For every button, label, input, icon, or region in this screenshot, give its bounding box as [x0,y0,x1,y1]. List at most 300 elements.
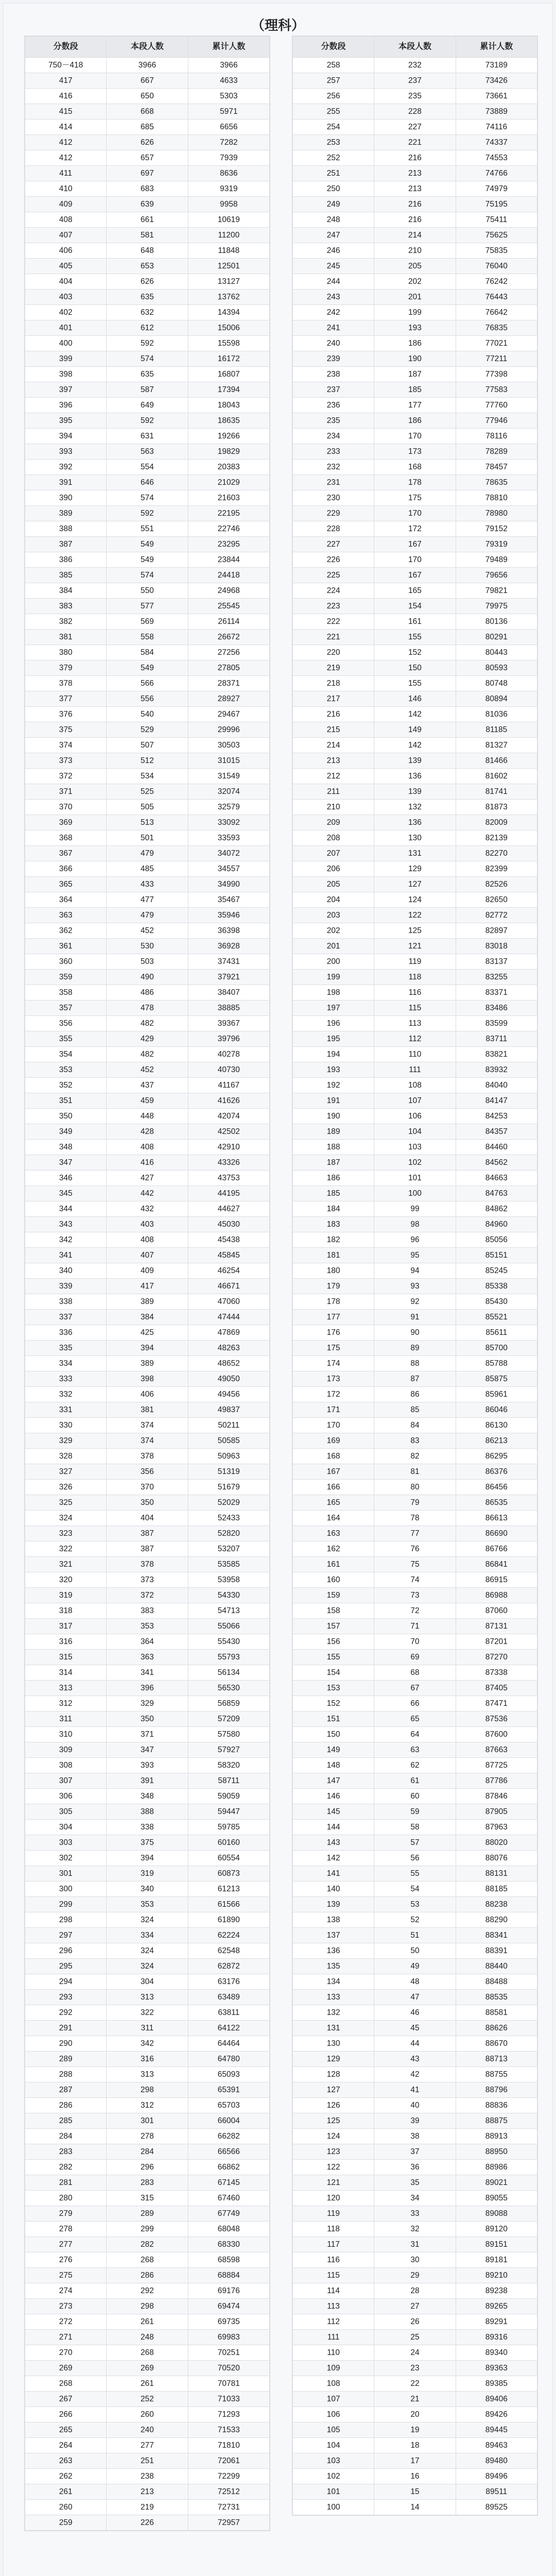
table-row [293,259,537,274]
score-range-cell: 238 [293,367,374,382]
score-range-cell: 211 [293,784,374,800]
segment-count-cell: 316 [107,2052,188,2067]
cumulative-count-cell: 22195 [188,506,269,521]
score-range-cell: 176 [293,1325,374,1341]
table-row [25,1464,270,1480]
table-row [25,351,270,367]
cumulative-count-cell: 46671 [188,1279,269,1294]
score-range-cell: 254 [293,120,374,135]
cumulative-count-cell: 87201 [456,1634,537,1650]
segment-count-cell: 569 [107,614,188,630]
score-range-cell: 195 [293,1031,374,1047]
cumulative-count-cell: 88290 [456,1912,537,1928]
score-range-cell: 333 [25,1371,107,1387]
score-range-cell: 203 [293,908,374,923]
table-row [25,691,270,707]
table-row [25,1959,270,1974]
cumulative-count-cell: 15598 [188,336,269,351]
table-row [25,2392,270,2407]
table-row [25,2268,270,2283]
score-range-cell: 163 [293,1526,374,1541]
segment-count-cell: 391 [107,1773,188,1789]
cumulative-count-cell: 70520 [188,2361,269,2376]
table-row [293,2021,537,2036]
segment-count-cell: 57 [374,1835,456,1851]
cumulative-count-cell: 23295 [188,537,269,552]
cumulative-count-cell: 54330 [188,1588,269,1603]
score-range-cell: 366 [25,861,107,877]
segment-count-cell: 292 [107,2283,188,2299]
table-row [25,784,270,800]
cumulative-count-cell: 89463 [456,2438,537,2453]
table-row [293,1232,537,1248]
segment-count-cell: 46 [374,2005,456,2021]
table-row [25,630,270,645]
table-row [293,861,537,877]
cumulative-count-cell: 86613 [456,1511,537,1526]
cumulative-count-cell: 59785 [188,1820,269,1835]
cumulative-count-cell: 57580 [188,1727,269,1742]
cumulative-count-cell: 79489 [456,552,537,568]
cumulative-count-cell: 40730 [188,1062,269,1078]
table-row [293,1031,537,1047]
score-range-cell: 374 [25,738,107,753]
table-row [293,1511,537,1526]
cumulative-count-cell: 13127 [188,274,269,290]
score-range-cell: 385 [25,568,107,583]
score-range-cell: 354 [25,1047,107,1062]
score-range-cell: 279 [25,2206,107,2222]
segment-count-cell: 63 [374,1742,456,1758]
cumulative-count-cell: 68330 [188,2237,269,2252]
table-row [25,398,270,413]
score-range-cell: 124 [293,2129,374,2144]
segment-count-cell: 329 [107,1696,188,1711]
score-range-cell: 323 [25,1526,107,1541]
segment-count-cell: 324 [107,1943,188,1959]
score-range-cell: 368 [25,831,107,846]
score-range-cell: 224 [293,583,374,599]
score-range-cell: 369 [25,815,107,831]
cumulative-count-cell: 88986 [456,2160,537,2175]
cumulative-count-cell: 87600 [456,1727,537,1742]
segment-count-cell: 73 [374,1588,456,1603]
segment-count-cell: 324 [107,1912,188,1928]
table-row [293,150,537,166]
segment-count-cell: 269 [107,2361,188,2376]
score-range-cell: 266 [25,2407,107,2422]
cumulative-count-cell: 72299 [188,2469,269,2484]
table-row [293,460,537,475]
score-range-cell: 327 [25,1464,107,1480]
table-row [293,1449,537,1464]
cumulative-count-cell: 61213 [188,1882,269,1897]
segment-count-cell: 127 [374,877,456,892]
cumulative-count-cell: 81185 [456,722,537,738]
segment-count-cell: 268 [107,2252,188,2268]
score-range-cell: 301 [25,1866,107,1882]
cumulative-count-cell: 88341 [456,1928,537,1943]
table-row [25,2206,270,2222]
table-row [293,1912,537,1928]
segment-count-cell: 44 [374,2036,456,2052]
segment-count-cell: 213 [374,181,456,197]
table-row [25,645,270,660]
table-row [25,1588,270,1603]
table-row [293,2222,537,2237]
segment-count-cell: 442 [107,1186,188,1201]
score-range-cell: 190 [293,1109,374,1124]
segment-count-cell: 278 [107,2129,188,2144]
segment-count-cell: 74 [374,1572,456,1588]
cumulative-count-cell: 88713 [456,2052,537,2067]
score-range-cell: 221 [293,630,374,645]
score-range-cell: 340 [25,1263,107,1279]
segment-count-cell: 373 [107,1572,188,1588]
score-range-cell: 391 [25,475,107,490]
cumulative-count-cell: 81036 [456,707,537,722]
table-row [25,1016,270,1031]
segment-count-cell: 639 [107,197,188,212]
score-range-cell: 123 [293,2144,374,2160]
segment-count-cell: 238 [107,2469,188,2484]
table-row [25,1773,270,1789]
score-range-cell: 213 [293,753,374,769]
cumulative-count-cell: 70251 [188,2345,269,2361]
table-row [25,1541,270,1557]
cumulative-count-cell: 31015 [188,753,269,769]
score-range-cell: 382 [25,614,107,630]
segment-count-cell: 566 [107,676,188,691]
segment-count-cell: 315 [107,2191,188,2206]
cumulative-count-cell: 10619 [188,212,269,228]
segment-count-cell: 378 [107,1557,188,1572]
table-row [293,1835,537,1851]
table-row [25,722,270,738]
score-range-cell: 220 [293,645,374,660]
header-cumulative-count: 累计人数 [188,37,269,58]
cumulative-count-cell: 72957 [188,2515,269,2531]
segment-count-cell: 667 [107,73,188,89]
segment-count-cell: 592 [107,336,188,351]
table-row [25,769,270,784]
segment-count-cell: 549 [107,660,188,676]
table-row [293,614,537,630]
score-range-cell: 100 [293,2500,374,2515]
cumulative-count-cell: 78980 [456,506,537,521]
table-row [25,1279,270,1294]
score-range-cell: 298 [25,1912,107,1928]
score-range-cell: 261 [25,2484,107,2500]
cumulative-count-cell: 85611 [456,1325,537,1341]
cumulative-count-cell: 48652 [188,1356,269,1371]
table-row [293,815,537,831]
score-range-cell: 119 [293,2206,374,2222]
cumulative-count-cell: 83371 [456,985,537,1001]
score-range-cell: 289 [25,2052,107,2067]
score-range-cell: 321 [25,1557,107,1572]
cumulative-count-cell: 81873 [456,800,537,815]
segment-count-cell: 437 [107,1078,188,1093]
cumulative-count-cell: 39796 [188,1031,269,1047]
cumulative-count-cell: 59447 [188,1804,269,1820]
cumulative-count-cell: 35946 [188,908,269,923]
segment-count-cell: 27 [374,2299,456,2314]
table-row [25,1727,270,1742]
score-range-cell: 118 [293,2222,374,2237]
score-range-cell: 226 [293,552,374,568]
segment-count-cell: 387 [107,1526,188,1541]
cumulative-count-cell: 74766 [456,166,537,181]
score-range-cell: 310 [25,1727,107,1742]
table-row [25,290,270,305]
cumulative-count-cell: 88535 [456,1990,537,2005]
segment-count-cell: 556 [107,691,188,707]
cumulative-count-cell: 89511 [456,2484,537,2500]
segment-count-cell: 353 [107,1619,188,1634]
cumulative-count-cell: 9958 [188,197,269,212]
segment-count-cell: 32 [374,2222,456,2237]
score-range-cell: 162 [293,1541,374,1557]
cumulative-count-cell: 79821 [456,583,537,599]
segment-count-cell: 324 [107,1959,188,1974]
table-row [293,846,537,861]
table-row [293,1541,537,1557]
segment-count-cell: 113 [374,1016,456,1031]
cumulative-count-cell: 84663 [456,1171,537,1186]
score-range-cell: 234 [293,429,374,444]
score-range-cell: 358 [25,985,107,1001]
table-row [293,1804,537,1820]
segment-count-cell: 485 [107,861,188,877]
table-row [25,2299,270,2314]
table-row [293,2453,537,2469]
table-row [293,1140,537,1155]
cumulative-count-cell: 43753 [188,1171,269,1186]
table-row [25,274,270,290]
segment-count-cell: 115 [374,1001,456,1016]
cumulative-count-cell: 27256 [188,645,269,660]
table-row [25,1294,270,1310]
table-row [293,1742,537,1758]
table-row [293,58,537,73]
segment-count-cell: 409 [107,1263,188,1279]
cumulative-count-cell: 74116 [456,120,537,135]
segment-count-cell: 45 [374,2021,456,2036]
segment-count-cell: 172 [374,521,456,537]
segment-count-cell: 15 [374,2484,456,2500]
table-row [293,135,537,150]
score-range-cell: 342 [25,1232,107,1248]
segment-count-cell: 417 [107,1279,188,1294]
segment-count-cell: 93 [374,1279,456,1294]
segment-count-cell: 116 [374,985,456,1001]
cumulative-count-cell: 52433 [188,1511,269,1526]
cumulative-count-cell: 80748 [456,676,537,691]
score-range-cell: 188 [293,1140,374,1155]
score-range-cell: 412 [25,150,107,166]
score-range-cell: 285 [25,2113,107,2129]
table-row [25,1124,270,1140]
cumulative-count-cell: 89316 [456,2330,537,2345]
score-range-cell: 197 [293,1001,374,1016]
table-row [293,1572,537,1588]
score-range-cell: 241 [293,320,374,336]
table-row [293,1279,537,1294]
segment-count-cell: 632 [107,305,188,320]
table-row [25,800,270,815]
segment-count-cell: 75 [374,1557,456,1572]
score-range-cell: 205 [293,877,374,892]
cumulative-count-cell: 23844 [188,552,269,568]
cumulative-count-cell: 88950 [456,2144,537,2160]
segment-count-cell: 201 [374,290,456,305]
cumulative-count-cell: 86376 [456,1464,537,1480]
score-range-cell: 275 [25,2268,107,2283]
table-row [293,1789,537,1804]
segment-count-cell: 348 [107,1789,188,1804]
segment-count-cell: 62 [374,1758,456,1773]
segment-count-cell: 646 [107,475,188,490]
cumulative-count-cell: 89120 [456,2222,537,2237]
cumulative-count-cell: 88488 [456,1974,537,1990]
table-row [25,1232,270,1248]
cumulative-count-cell: 13762 [188,290,269,305]
table-row [25,2469,270,2484]
score-range-cell: 330 [25,1418,107,1433]
cumulative-count-cell: 89021 [456,2175,537,2191]
table-row [293,1186,537,1201]
segment-count-cell: 347 [107,1742,188,1758]
score-range-cell: 243 [293,290,374,305]
cumulative-count-cell: 85961 [456,1387,537,1402]
score-range-cell: 263 [25,2453,107,2469]
table-row [25,1804,270,1820]
cumulative-count-cell: 82399 [456,861,537,877]
segment-count-cell: 33 [374,2206,456,2222]
cumulative-count-cell: 18635 [188,413,269,429]
page-frame [3,3,553,2576]
cumulative-count-cell: 86988 [456,1588,537,1603]
table-row [25,1449,270,1464]
table-row [25,831,270,846]
page-title: （理科） [251,18,305,33]
cumulative-count-cell: 87405 [456,1681,537,1696]
segment-count-cell: 216 [374,197,456,212]
segment-count-cell: 53 [374,1897,456,1912]
segment-count-cell: 482 [107,1016,188,1031]
cumulative-count-cell: 57927 [188,1742,269,1758]
table-row [25,1572,270,1588]
cumulative-count-cell: 12501 [188,259,269,274]
score-range-cell: 247 [293,228,374,243]
segment-count-cell: 549 [107,552,188,568]
segment-count-cell: 130 [374,831,456,846]
score-range-cell: 394 [25,429,107,444]
table-row [293,2036,537,2052]
score-range-cell: 227 [293,537,374,552]
segment-count-cell: 408 [107,1140,188,1155]
segment-count-cell: 626 [107,135,188,150]
score-range-cell: 415 [25,104,107,120]
cumulative-count-cell: 77211 [456,351,537,367]
table-row [25,738,270,753]
table-row [25,1820,270,1835]
table-row [293,413,537,429]
table-row [293,970,537,985]
cumulative-count-cell: 53207 [188,1541,269,1557]
score-range-cell: 210 [293,800,374,815]
table-row [25,583,270,599]
table-row [293,800,537,815]
cumulative-count-cell: 49456 [188,1387,269,1402]
score-range-cell: 225 [293,568,374,583]
score-range-cell: 412 [25,135,107,150]
cumulative-count-cell: 19829 [188,444,269,460]
score-range-cell: 191 [293,1093,374,1109]
cumulative-count-cell: 85245 [456,1263,537,1279]
table-row [25,753,270,769]
cumulative-count-cell: 74337 [456,135,537,150]
cumulative-count-cell: 85788 [456,1356,537,1371]
score-range-cell: 108 [293,2376,374,2392]
table-row [293,2469,537,2484]
table-row [25,1711,270,1727]
table-row [25,1634,270,1650]
segment-count-cell: 592 [107,506,188,521]
score-range-cell: 307 [25,1773,107,1789]
segment-count-cell: 186 [374,336,456,351]
table-row [25,2252,270,2268]
cumulative-count-cell: 84960 [456,1217,537,1232]
score-range-cell: 113 [293,2299,374,2314]
segment-count-cell: 228 [374,104,456,120]
score-range-cell: 399 [25,351,107,367]
cumulative-count-cell: 89088 [456,2206,537,2222]
segment-count-cell: 146 [374,691,456,707]
cumulative-count-cell: 87725 [456,1758,537,1773]
score-range-cell: 215 [293,722,374,738]
segment-count-cell: 101 [374,1171,456,1186]
segment-count-cell: 427 [107,1171,188,1186]
segment-count-cell: 112 [374,1031,456,1047]
score-range-cell: 177 [293,1310,374,1325]
score-range-cell: 252 [293,150,374,166]
segment-count-cell: 23 [374,2361,456,2376]
score-range-cell: 258 [293,58,374,73]
cumulative-count-cell: 86915 [456,1572,537,1588]
cumulative-count-cell: 54713 [188,1603,269,1619]
segment-count-cell: 136 [374,815,456,831]
table-row [25,877,270,892]
score-range-cell: 138 [293,1912,374,1928]
segment-count-cell: 64 [374,1727,456,1742]
header-score-range: 分数段 [293,37,374,58]
table-row [25,1990,270,2005]
segment-count-cell: 393 [107,1758,188,1773]
table-row [293,104,537,120]
table-row [293,382,537,398]
table-row [25,2500,270,2515]
score-range-cell: 180 [293,1263,374,1279]
table-row [25,923,270,939]
score-range-cell: 376 [25,707,107,722]
cumulative-count-cell: 21029 [188,475,269,490]
score-range-cell: 408 [25,212,107,228]
table-row [25,1402,270,1418]
score-range-cell: 248 [293,212,374,228]
cumulative-count-cell: 51319 [188,1464,269,1480]
